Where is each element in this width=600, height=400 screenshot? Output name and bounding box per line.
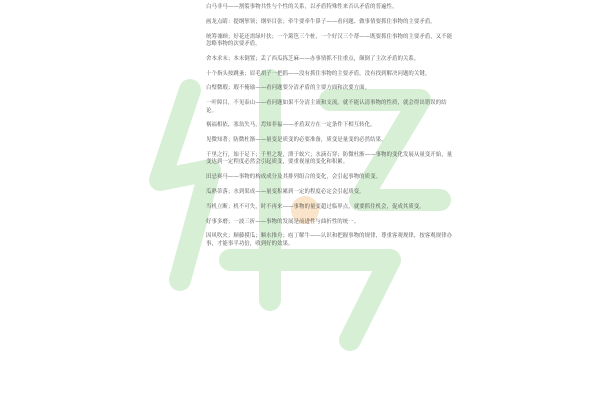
idiom-paragraph: 瓜熟蒂落；水到渠成——量变积累到一定的程度必定会引起质变。 bbox=[206, 188, 365, 195]
watermark-stroke-left bbox=[160, 90, 210, 280]
idiom-paragraph: 好事多磨；一波三折——事物的发展是前进性与曲折性的统一。 bbox=[206, 218, 360, 225]
document-body bbox=[206, 4, 456, 256]
idiom-paragraph: 白马非马——割裂事物共性与个性的关系，以矛盾特殊性来否认矛盾的普遍性。 bbox=[206, 4, 398, 10]
idiom-paragraph: 舍本求末；本末倒置；丢了西瓜拣芝麻——办事情抓不住重点，颠倒了主次矛盾的关系。 bbox=[206, 55, 420, 62]
idiom-paragraph: 统筹兼顾；好花还需绿叶扶；一个篱笆三个桩，一个好汉三个帮——既要抓住事物的主要矛盾，又不能忽略事物的次要矛盾。 bbox=[206, 33, 453, 47]
idiom-paragraph: 见微知著；防微杜渐——量变是质变的必要准备，质变是量变的必然结果。 bbox=[206, 137, 387, 144]
idiom-paragraph: 千里之行，始于足下；千里之堤，溃于蚁穴；水滴石穿；防微杜渐——事物的变化发展从量变开始，量变达到一定程度必然会引起质变，要重视量的变化和积累。 bbox=[206, 151, 453, 166]
idiom-paragraph: 白璧微瑕；瑕不掩瑜——看问题要分清矛盾的主要方面和次要方面。 bbox=[206, 85, 371, 92]
idiom-paragraph: 田忌赛马——事物的构成成分及其排列组合的变化，会引起事物的质变。 bbox=[206, 174, 382, 181]
idiom-paragraph: 祸福相依，塞翁失马，焉知非福——矛盾双方在一定条件下相互转化。 bbox=[206, 122, 376, 129]
watermark-stroke-bottom bbox=[230, 260, 390, 340]
idiom-paragraph: 当机立断；机不可失，时不再来——事物的量变超过临界点，就要抓住机会，促成其质变。 bbox=[206, 203, 425, 210]
idiom-paragraph: 十个指头按跳蚤；眉毛胡子一把抓——没有抓住事物的主要矛盾，没有找到解决问题的关键。 bbox=[206, 70, 431, 77]
idiom-paragraph: 画龙点睛：提纲挈领；纲举目张；牵牛要牵牛鼻子——看问题、做事情要抓住事物的主要矛盾。 bbox=[206, 18, 436, 25]
idiom-paragraph: 因风吹火；顺藤摸瓜；顺水推舟；庖丁解牛——认识和把握事物的规律，尊重客观规律，按客观规律办事，才能事半功倍，收到好的效果。 bbox=[206, 233, 453, 247]
idiom-paragraph: 一叶障目，不见泰山——看问题如果不分清主流和支流，就不能认清事物的性质，就会得出错误的结论。 bbox=[206, 100, 447, 114]
